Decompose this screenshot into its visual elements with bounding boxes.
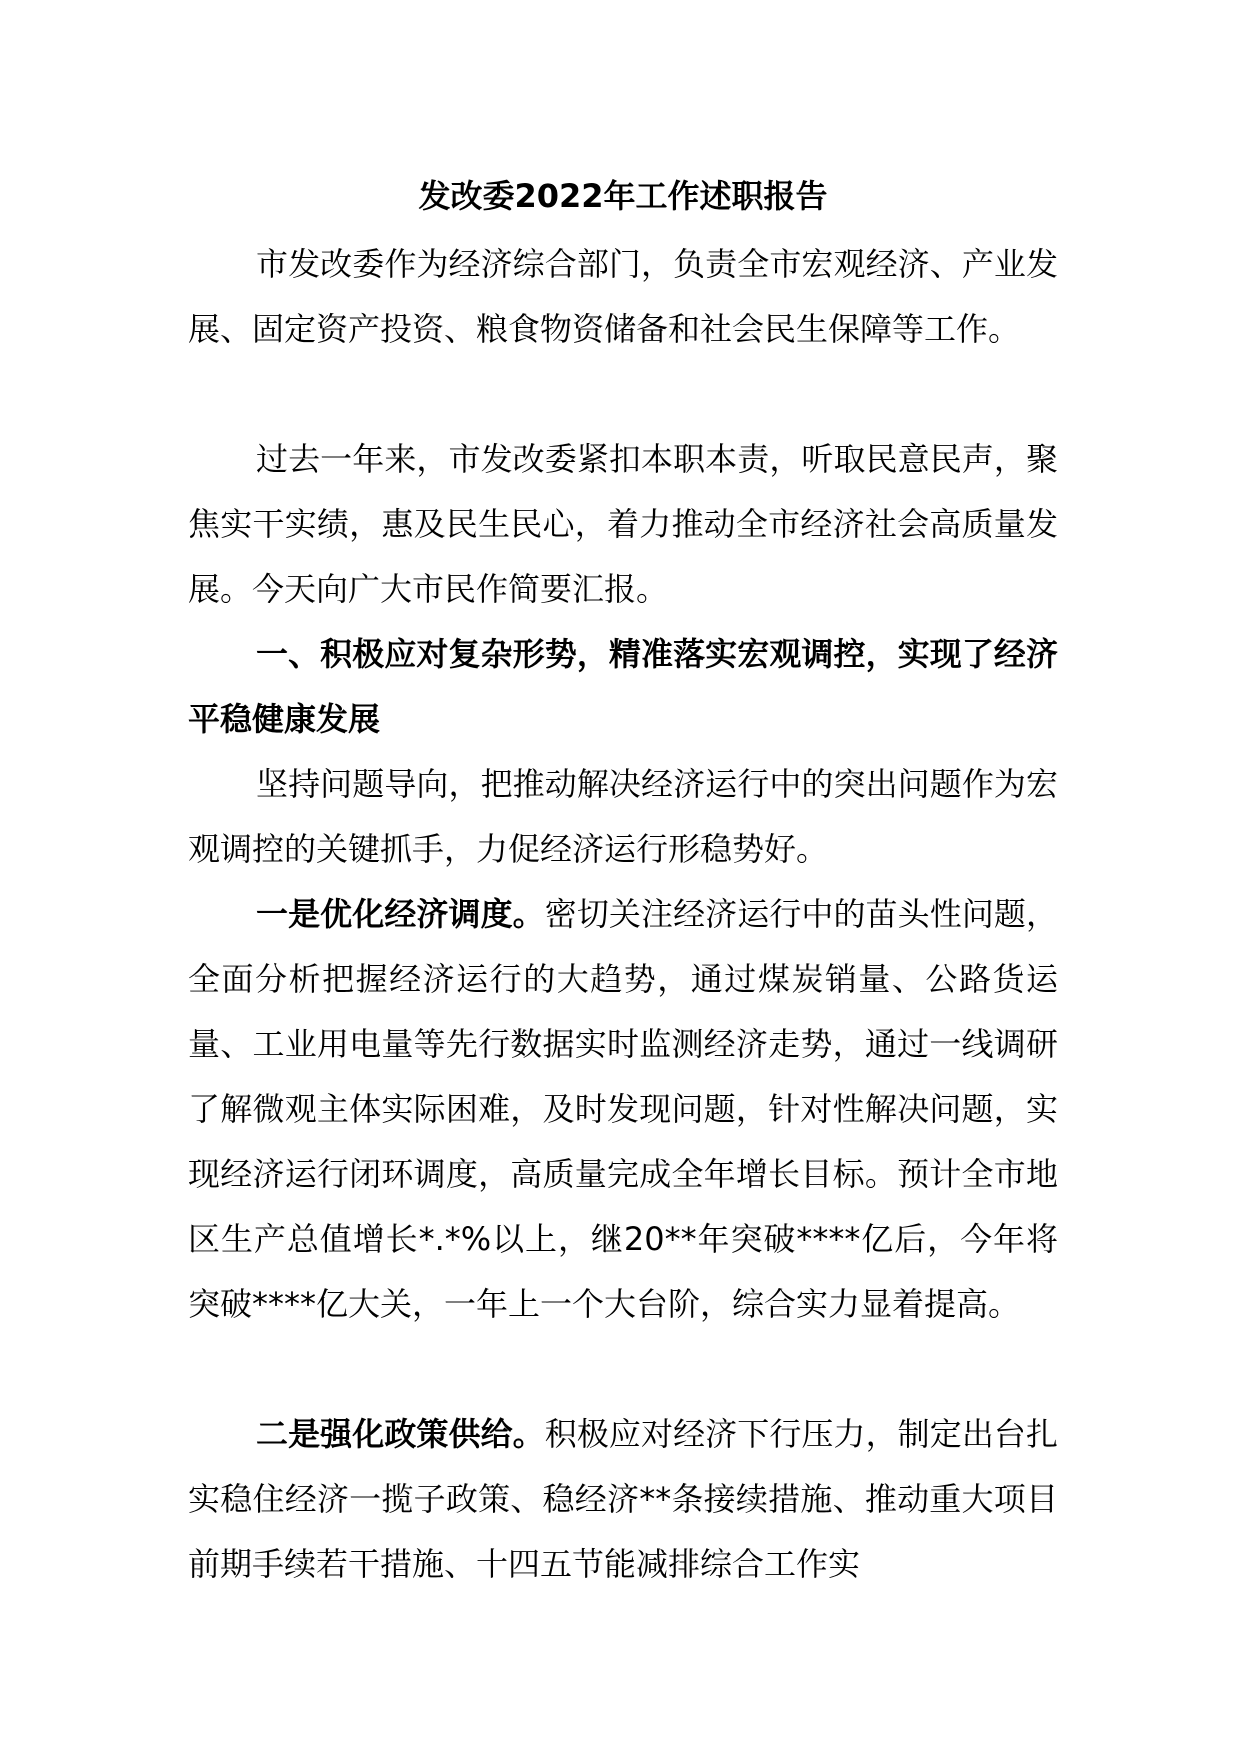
intro-paragraph-2: 过去一年来，市发改委紧扣本职本责，听取民意民声，聚焦实干实绩，惠及民生民心，着力推动全市经济社会高质量发展。今天向广大市民作简要汇报。 <box>188 440 1058 608</box>
document-page <box>188 0 1058 1754</box>
section-1-intro-paragraph: 坚持问题导向，把推动解决经济运行中的突出问题作为宏观调控的关键抓手，力促经济运行形稳势好。 <box>188 765 1058 868</box>
item-1-body: 密切关注经济运行中的苗头性问题，全面分析把握经济运行的大趋势，通过煤炭销量、公路货运量、工业用电量等先行数据实时监测经济走势，通过一线调研了解微观主体实际困难，及时发现问题，针对性解决问题，实现经济运行闭环调度，高质量完成全年增长目标。预计全市地区生产总值增长*.*%以上，继20**年突破****亿后，今年将突破****亿大关，一年上一个大台阶，综合实力显着提高。 <box>188 895 1058 1323</box>
document-title: 发改委2022年工作述职报告 <box>418 177 828 215</box>
intro-paragraph-1: 市发改委作为经济综合部门，负责全市宏观经济、产业发展、固定资产投资、粮食物资储备和社会民生保障等工作。 <box>188 245 1058 348</box>
item-2-paragraph <box>188 1402 1058 1597</box>
item-2-lead: 二是强化政策供给。 <box>256 1415 545 1453</box>
item-1-paragraph <box>188 882 1058 1337</box>
item-1-lead: 一是优化经济调度。 <box>256 895 545 933</box>
item-2-body: 积极应对经济下行压力，制定出台扎实稳住经济一揽子政策、稳经济**条接续措施、推动重大项目前期手续若干措施、十四五节能减排综合工作实 <box>188 1415 1058 1583</box>
section-1-heading: 一、积极应对复杂形势，精准落实宏观调控，实现了经济平稳健康发展 <box>188 635 1058 738</box>
